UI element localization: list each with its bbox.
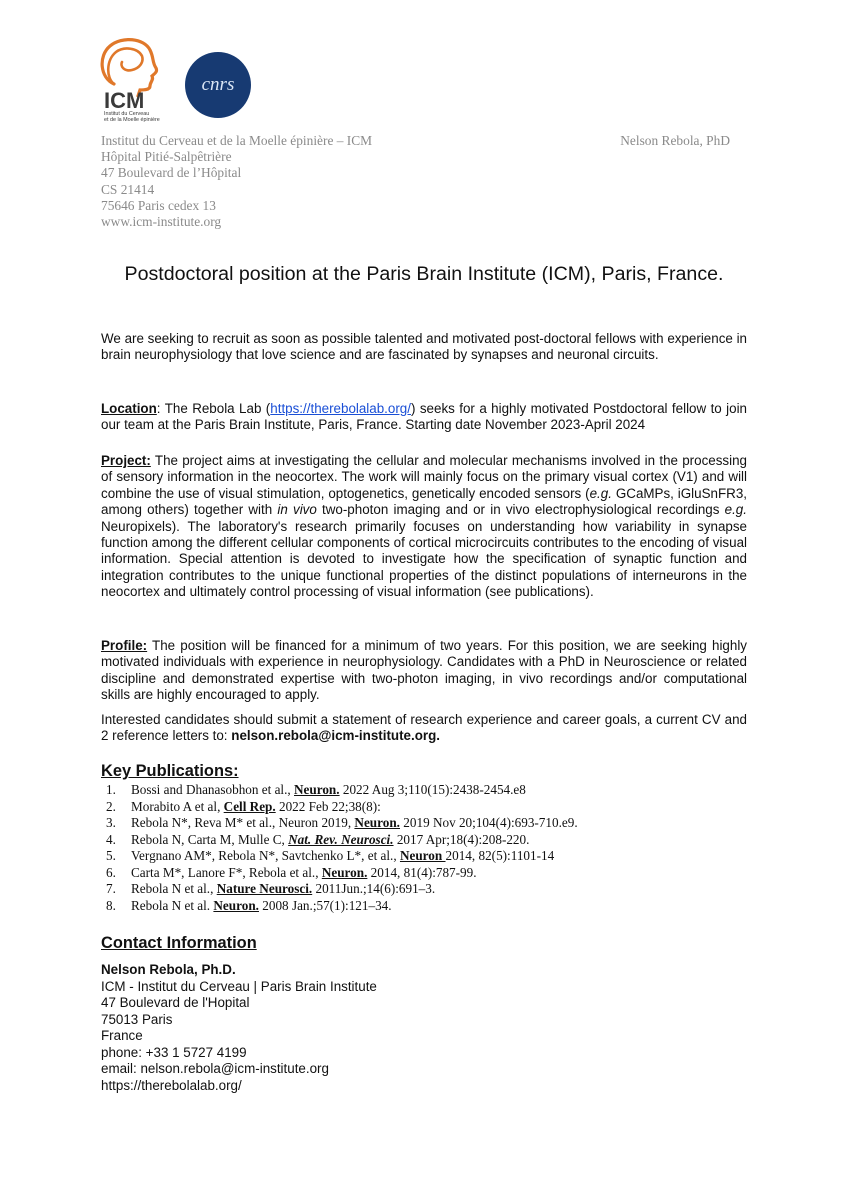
publication-number: 8. — [106, 897, 116, 913]
icm-logo-subtitle-1: Institut du Cerveau — [104, 111, 150, 117]
contact-line: 47 Boulevard de l'Hopital — [101, 995, 250, 1010]
location-paragraph — [101, 401, 747, 434]
publication-details: 2008 Jan.;57(1):121–34. — [258, 897, 392, 913]
publication-item — [101, 815, 761, 832]
publication-authors: Vergnano AM*, Rebola N*, Savtchenko L*, et al., — [131, 848, 400, 863]
publication-item — [101, 799, 761, 816]
publication-authors: Rebola N, Carta M, Mulle C, — [131, 831, 289, 847]
project-eg-2: e.g. — [724, 502, 747, 518]
publication-journal: Cell Rep. — [223, 798, 276, 814]
publications-list — [101, 782, 761, 914]
publication-journal: Nature Neurosci. — [216, 881, 313, 896]
publication-number: 3. — [106, 815, 116, 830]
location-text-2: ) seeks for a highly motivated Postdoctoral fellow to join our team at the Paris Brain Institute, Paris, France. Starting date November 2023-April 2024 — [101, 401, 748, 433]
publication-number: 5. — [106, 848, 116, 863]
publication-number: 4. — [106, 831, 116, 847]
address-line: Hôpital Pitié-Salpêtrière — [101, 149, 232, 165]
publication-item — [101, 848, 761, 865]
intro-paragraph: We are seeking to recruit as soon as possible talented and motivated post-doctoral fellows with experience in brain neurophysiology that love science and are fascinated by synapses and neuronal circuits. — [101, 331, 747, 363]
publication-details: 2014, 81(4):787-99. — [367, 864, 477, 880]
profile-text: The position will be financed for a minimum of two years. For this position, we are seeking highly motivated individuals with experience in neurophysiology. Candidates with a PhD in Neuroscience or related discipline and demonstrated expertise with two-photon imaging, in vivo recordings and/or computational skills are highly encouraged to apply. — [101, 638, 747, 703]
publication-journal: Neuron — [399, 848, 446, 863]
project-eg-1: e.g. — [589, 485, 612, 501]
contact-email: email: nelson.rebola@icm-institute.org — [101, 1061, 329, 1076]
publication-item — [101, 865, 761, 882]
publications-heading: Key Publications: — [101, 762, 239, 780]
publication-number: 2. — [106, 798, 116, 814]
cnrs-logo-mark: cnrs — [201, 74, 235, 95]
address-line: CS 21414 — [101, 181, 155, 197]
publication-journal: Neuron. — [294, 782, 340, 797]
page-title: Postdoctoral position at the Paris Brain Institute (ICM), Paris, France. — [124, 263, 724, 285]
publication-number: 6. — [106, 864, 116, 880]
contact-line: 75013 Paris — [101, 1011, 173, 1027]
apply-paragraph — [101, 712, 747, 745]
profile-heading: Profile: — [101, 638, 148, 653]
contact-line: France — [101, 1028, 143, 1043]
lab-website-link[interactable]: https://therebolalab.org/ — [270, 401, 411, 416]
publication-authors: Rebola N*, Reva M* et al., Neuron 2019, — [131, 815, 355, 830]
address-line: Institut du Cerveau et de la Moelle épinière – ICM — [101, 133, 373, 148]
profile-paragraph — [101, 638, 747, 704]
project-text-4: Neuropixels). The laboratory's research primarily focuses on understanding how variability in synapse function among the different cellular components of cortical microcircuits contributes to the encoding of visual information. Special attention is devoted to investigate how the specification of synaptic function and integration contributes to the unique functional properties of the distinct populations of interneurons in the neocortex and ultimately control processing of visual information (see publications). — [101, 518, 747, 600]
publication-journal: Nat. Rev. Neurosci. — [288, 831, 394, 847]
project-text-2: GCaMPs, iGluSnFR3, among others) together with — [101, 485, 747, 518]
publication-authors: Rebola N et al. — [131, 897, 214, 913]
publication-item — [101, 832, 761, 849]
letterhead-author: Nelson Rebola, PhD — [620, 133, 730, 148]
apply-email: nelson.rebola@icm-institute.org. — [231, 728, 440, 744]
contact-block — [101, 962, 377, 1094]
publication-details: 2014, 82(5):1101-14 — [445, 848, 555, 863]
contact-heading: Contact Information — [101, 934, 257, 952]
publication-number: 7. — [106, 881, 116, 896]
cnrs-logo — [184, 51, 252, 119]
icm-logo-subtitle-2: et de la Moelle épinière — [104, 117, 160, 123]
icm-logo — [92, 34, 182, 124]
contact-phone: phone: +33 1 5727 4199 — [101, 1044, 247, 1060]
publication-details: 2017 Apr;18(4):208-220. — [393, 831, 530, 847]
publication-authors: Morabito A et al, — [131, 798, 224, 814]
contact-website: https://therebolalab.org/ — [101, 1077, 242, 1093]
project-paragraph — [101, 453, 747, 601]
publication-journal: Neuron. — [321, 864, 368, 880]
publication-item — [101, 881, 761, 898]
publication-authors: Carta M*, Lanore F*, Rebola et al., — [131, 864, 322, 880]
publication-details: 2022 Feb 22;38(8): — [275, 798, 381, 814]
project-text-3: two-photon imaging and or in vivo electrophysiological recordings — [316, 502, 725, 518]
publication-details: 2022 Aug 3;110(15):2438-2454.e8 — [339, 782, 526, 797]
address-line: www.icm-institute.org — [101, 214, 222, 230]
publication-journal: Neuron. — [213, 897, 259, 913]
publication-details: 2011Jun.;14(6):691–3. — [312, 881, 436, 896]
location-text-1: : The Rebola Lab ( — [156, 401, 271, 416]
contact-line: ICM - Institut du Cerveau | Paris Brain Institute — [101, 978, 377, 994]
project-heading: Project: — [101, 453, 151, 468]
letterhead-address — [101, 133, 372, 230]
icm-logo-mark: ICM — [104, 88, 145, 113]
publication-authors: Bossi and Dhanasobhon et al., — [131, 782, 294, 797]
publication-item — [101, 898, 761, 915]
publication-journal: Neuron. — [354, 815, 400, 830]
publication-details: 2019 Nov 20;104(4):693-710.e9. — [399, 815, 578, 830]
location-heading: Location — [101, 401, 157, 416]
apply-text: Interested candidates should submit a statement of research experience and career goals, a current CV and 2 reference letters to: — [101, 712, 747, 744]
publication-authors: Rebola N et al., — [131, 881, 217, 896]
publication-number: 1. — [106, 782, 116, 797]
address-line: 75646 Paris cedex 13 — [101, 197, 216, 213]
address-line: 47 Boulevard de l’Hôpital — [101, 165, 242, 181]
contact-name: Nelson Rebola, Ph.D. — [101, 962, 236, 977]
publication-item — [101, 782, 761, 799]
project-text-1: The project aims at investigating the cellular and molecular mechanisms involved in the processing of sensory information in the neocortex. The work will mainly focus on the primary visual cortex (V1) and will combine the use of visual stimulation, optogenetics, genetically encoded sensors ( — [101, 453, 747, 501]
project-in-vivo: in vivo — [277, 502, 317, 518]
